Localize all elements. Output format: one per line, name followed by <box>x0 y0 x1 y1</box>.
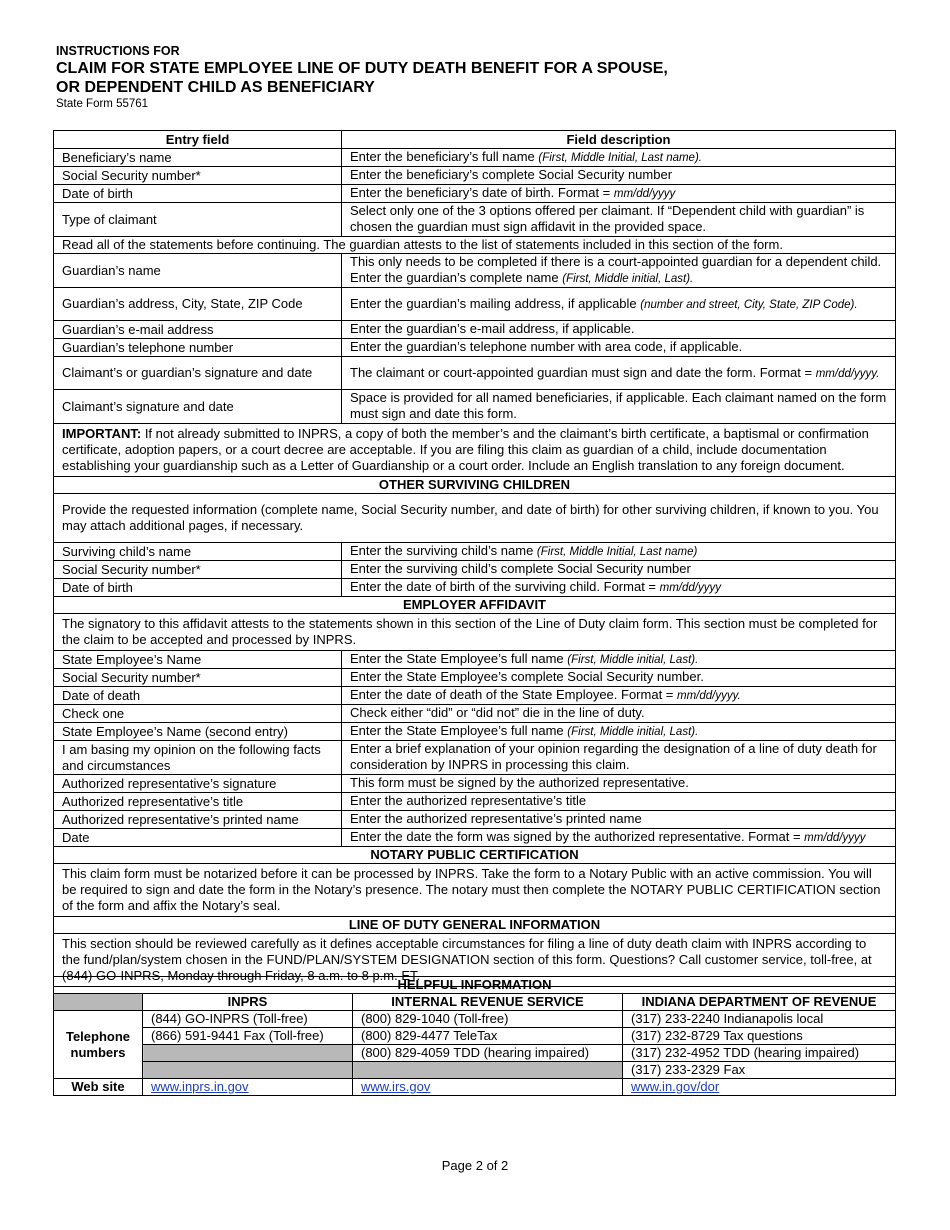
entry-field-cell: Surviving child’s name <box>54 543 342 561</box>
entry-field-cell: Claimant’s or guardian’s signature and date <box>54 357 342 390</box>
field-description-cell <box>342 705 896 723</box>
field-row <box>54 288 896 321</box>
field-row <box>54 723 896 741</box>
field-description-cell <box>342 579 896 597</box>
phone-cell: (317) 232-4952 TDD (hearing impaired) <box>623 1045 896 1062</box>
important-label: IMPORTANT: <box>62 426 142 441</box>
field-description-cell <box>342 741 896 775</box>
field-row <box>54 167 896 185</box>
description-text: Enter the beneficiary’s full name <box>350 149 539 164</box>
phone-cell: (866) 591-9441 Fax (Toll-free) <box>143 1028 353 1045</box>
field-description-cell <box>342 288 896 321</box>
read-statement: Read all of the statements before continuing. The guardian attests to the list of statements included in this section of the form. <box>54 237 896 254</box>
field-description-cell <box>342 167 896 185</box>
description-text: Enter the surviving child’s complete Social Security number <box>350 561 691 576</box>
field-description-cell <box>342 390 896 424</box>
field-description-cell <box>342 829 896 847</box>
entry-field-cell: I am basing my opinion on the following facts and circumstances <box>54 741 342 775</box>
phone-cell: (844) GO-INPRS (Toll-free) <box>143 1011 353 1028</box>
description-text: The claimant or court-appointed guardian must sign and date the form. Format = <box>350 364 816 380</box>
description-text: Enter the authorized representative’s printed name <box>350 811 642 826</box>
entry-field-cell: Guardian’s e-mail address <box>54 321 342 339</box>
format-note: mm/dd/yyyy <box>804 832 866 844</box>
entry-field-cell: Guardian’s telephone number <box>54 339 342 357</box>
field-row <box>54 203 896 237</box>
shaded-cell <box>353 1062 623 1079</box>
entry-field-cell: Beneficiary’s name <box>54 149 342 167</box>
entry-field-cell: Social Security number* <box>54 167 342 185</box>
line-of-duty-general-information-text: This section should be reviewed carefully as it defines acceptable circumstances for filing a line of duty death claim with INPRS according to the fund/plan/system chosen in the FUND/PLAN/SYSTEM DESIGNATION section of this form. Questions? Call customer service, toll-free, at (844) GO-INPRS, Monday through Friday, 8 a.m. to 8 p.m. ET. <box>54 934 896 987</box>
field-description-cell <box>342 149 896 167</box>
field-row <box>54 185 896 203</box>
field-description-cell <box>342 775 896 793</box>
header-title-line-3: OR DEPENDENT CHILD AS BENEFICIARY <box>56 79 375 96</box>
entry-field-cell: Date of death <box>54 687 342 705</box>
column-header-inprs: INPRS <box>143 994 353 1011</box>
inprs-website-link[interactable]: www.inprs.in.gov <box>151 1079 249 1094</box>
format-note: (First, Middle Initial, Last name). <box>538 152 702 164</box>
format-note: (First, Middle initial, Last). <box>567 726 699 738</box>
field-description-cell <box>342 321 896 339</box>
page-number: Page 2 of 2 <box>441 1158 509 1173</box>
format-note: (First, Middle initial, Last). <box>567 654 699 666</box>
other-surviving-children-intro: Provide the requested information (complete name, Social Security number, and date of birth) for other surviving children, if known to you. You may attach additional pages, if necessary. <box>54 494 896 543</box>
employer-affidavit-intro: The signatory to this affidavit attests to the statements shown in this section of the Line of Duty claim form. This section must be completed for the claim to be accepted and processed by INPRS. <box>54 614 896 651</box>
format-note: (First, Middle initial, Last). <box>562 273 694 285</box>
field-row <box>54 741 896 775</box>
employer-affidavit-title-row <box>54 597 896 614</box>
entry-field-cell: Social Security number* <box>54 561 342 579</box>
field-description-header: Field description <box>342 131 896 149</box>
field-description-cell <box>342 203 896 237</box>
field-description-cell <box>342 811 896 829</box>
important-notice <box>54 424 896 477</box>
irs-website-link[interactable]: www.irs.gov <box>361 1079 431 1094</box>
format-note: mm/dd/yyyy <box>659 582 721 594</box>
field-description-cell <box>342 561 896 579</box>
telephone-numbers-label: Telephone numbers <box>54 1011 143 1079</box>
header-title-line-2: CLAIM FOR STATE EMPLOYEE LINE OF DUTY DEATH BENEFIT FOR A SPOUSE, <box>56 60 668 77</box>
field-description-cell <box>342 723 896 741</box>
helpful-information-title: HELPFUL INFORMATION <box>54 977 896 994</box>
field-description-cell <box>342 543 896 561</box>
description-text: This form must be signed by the authorized representative. <box>350 775 689 790</box>
field-row <box>54 811 896 829</box>
field-description-cell <box>342 185 896 203</box>
entry-field-cell: State Employee’s Name <box>54 651 342 669</box>
description-text: Enter the guardian’s e-mail address, if applicable. <box>350 321 635 336</box>
description-text: Enter a brief explanation of your opinion regarding the designation of a line of duty death for consideration by INPRS in processing this claim. <box>350 741 877 772</box>
format-note: (number and street, City, State, ZIP Code). <box>640 298 858 311</box>
website-cell <box>353 1079 623 1096</box>
entry-field-cell: Guardian’s address, City, State, ZIP Code <box>54 288 342 321</box>
format-note: mm/dd/yyyy. <box>677 690 741 702</box>
shaded-cell <box>143 1062 353 1079</box>
notary-public-certification-text: This claim form must be notarized before it can be processed by INPRS. Take the form to a Notary Public with an active commission. You will be required to sign and date the form in the Notary’s presence. The notary must then complete the NOTARY PUBLIC CERTIFICATION section of the form and affix the Notary’s seal. <box>54 864 896 917</box>
entry-field-cell: Authorized representative’s printed name <box>54 811 342 829</box>
line-of-duty-general-information-title: LINE OF DUTY GENERAL INFORMATION <box>54 917 896 934</box>
form-header <box>56 44 896 111</box>
field-row <box>54 321 896 339</box>
other-surviving-children-intro-row <box>54 494 896 543</box>
instructions-table <box>53 130 896 987</box>
column-header-irs: INTERNAL REVENUE SERVICE <box>353 994 623 1011</box>
field-row <box>54 669 896 687</box>
field-row <box>54 775 896 793</box>
phone-cell: (317) 233-2240 Indianapolis local <box>623 1011 896 1028</box>
field-row <box>54 705 896 723</box>
helpful-information-table <box>53 976 896 1096</box>
description-text: Enter the authorized representative’s title <box>350 793 587 808</box>
description-text: Enter the date of death of the State Employee. Format = <box>350 687 677 702</box>
phone-cell: (317) 232-8729 Tax questions <box>623 1028 896 1045</box>
other-surviving-children-title: OTHER SURVIVING CHILDREN <box>54 477 896 494</box>
field-description-cell <box>342 793 896 811</box>
notary-public-certification-text-row <box>54 864 896 917</box>
description-text: Check either “did” or “did not” die in the line of duty. <box>350 705 645 720</box>
line-of-duty-general-information-title-row <box>54 917 896 934</box>
field-description-cell <box>342 339 896 357</box>
description-text: Enter the date of birth of the surviving child. Format = <box>350 579 660 594</box>
entry-field-cell: Type of claimant <box>54 203 342 237</box>
description-text: Enter the guardian’s telephone number with area code, if applicable. <box>350 339 743 354</box>
entry-field-cell: Guardian’s name <box>54 254 342 288</box>
phone-cell: (800) 829-1040 (Toll-free) <box>353 1011 623 1028</box>
entry-field-cell: State Employee’s Name (second entry) <box>54 723 342 741</box>
notary-public-certification-title-row <box>54 847 896 864</box>
entry-field-cell: Authorized representative’s title <box>54 793 342 811</box>
field-description-cell <box>342 254 896 288</box>
field-row <box>54 579 896 597</box>
entry-field-header: Entry field <box>54 131 342 149</box>
entry-field-cell: Authorized representative’s signature <box>54 775 342 793</box>
description-text: Enter the State Employee’s full name <box>350 651 568 666</box>
phone-cell: (317) 233-2329 Fax <box>623 1062 896 1079</box>
field-row <box>54 829 896 847</box>
column-header-dor: INDIANA DEPARTMENT OF REVENUE <box>623 994 896 1011</box>
field-description-cell <box>342 687 896 705</box>
description-text: Enter the guardian’s mailing address, if applicable <box>350 295 641 311</box>
field-row <box>54 149 896 167</box>
phone-cell: (800) 829-4477 TeleTax <box>353 1028 623 1045</box>
field-row <box>54 561 896 579</box>
form-number: State Form 55761 <box>56 98 149 110</box>
entry-field-cell: Social Security number* <box>54 669 342 687</box>
description-text: Enter the date the form was signed by the authorized representative. Format = <box>350 829 805 844</box>
field-row <box>54 687 896 705</box>
important-notice-row <box>54 424 896 477</box>
employer-affidavit-title: EMPLOYER AFFIDAVIT <box>54 597 896 614</box>
field-description-cell <box>342 357 896 390</box>
field-row <box>54 543 896 561</box>
format-note: mm/dd/yyyy. <box>815 367 880 380</box>
description-text: Enter the State Employee’s full name <box>350 723 568 738</box>
format-note: mm/dd/yyyy <box>613 188 676 200</box>
entry-field-cell: Date <box>54 829 342 847</box>
web-site-label: Web site <box>54 1079 143 1096</box>
field-row <box>54 357 896 390</box>
website-cell <box>143 1079 353 1096</box>
field-description-cell <box>342 669 896 687</box>
shaded-cell <box>54 994 143 1011</box>
description-text: Enter the surviving child’s name <box>350 543 537 558</box>
entry-field-cell: Date of birth <box>54 185 342 203</box>
field-row <box>54 651 896 669</box>
other-surviving-children-title-row <box>54 477 896 494</box>
format-note: (First, Middle Initial, Last name) <box>536 546 698 558</box>
description-text: Select only one of the 3 options offered per claimant. If “Dependent child with guardian” is chosen the guardian must sign affidavit in the provided space. <box>350 203 865 234</box>
description-text: Enter the beneficiary’s complete Social Security number <box>350 167 673 182</box>
entry-field-cell: Claimant’s signature and date <box>54 390 342 424</box>
description-text: Enter the State Employee’s complete Social Security number. <box>350 669 704 684</box>
website-cell <box>623 1079 896 1096</box>
field-row <box>54 390 896 424</box>
notary-public-certification-title: NOTARY PUBLIC CERTIFICATION <box>54 847 896 864</box>
field-description-cell <box>342 651 896 669</box>
header-line-1: INSTRUCTIONS FOR <box>56 44 180 58</box>
description-text: Space is provided for all named beneficiaries, if applicable. Each claimant named on the form must sign and date this form. <box>350 390 887 421</box>
read-statement-row <box>54 237 896 254</box>
description-text: This only needs to be completed if there is a court-appointed guardian for a dependent child. Enter the guardian’s complete name <box>350 254 882 285</box>
field-row <box>54 254 896 288</box>
entry-field-cell: Date of birth <box>54 579 342 597</box>
description-text: Enter the beneficiary’s date of birth. Format = <box>350 185 614 200</box>
entry-field-cell: Check one <box>54 705 342 723</box>
important-text: If not already submitted to INPRS, a copy of both the member’s and the claimant’s birth certificate, a baptismal or confirmation certificate, adoption papers, or a court decree are acceptable. If you are filing this claim as guardian of a child, include documentation establishing your guardianship such as a Letter of Guardianship or a court order. Include an English translation to any foreign document. <box>62 426 869 473</box>
dor-website-link[interactable]: www.in.gov/dor <box>631 1079 720 1094</box>
employer-affidavit-intro-row <box>54 614 896 651</box>
phone-cell: (800) 829-4059 TDD (hearing impaired) <box>353 1045 623 1062</box>
field-row <box>54 339 896 357</box>
shaded-cell <box>143 1045 353 1062</box>
field-row <box>54 793 896 811</box>
